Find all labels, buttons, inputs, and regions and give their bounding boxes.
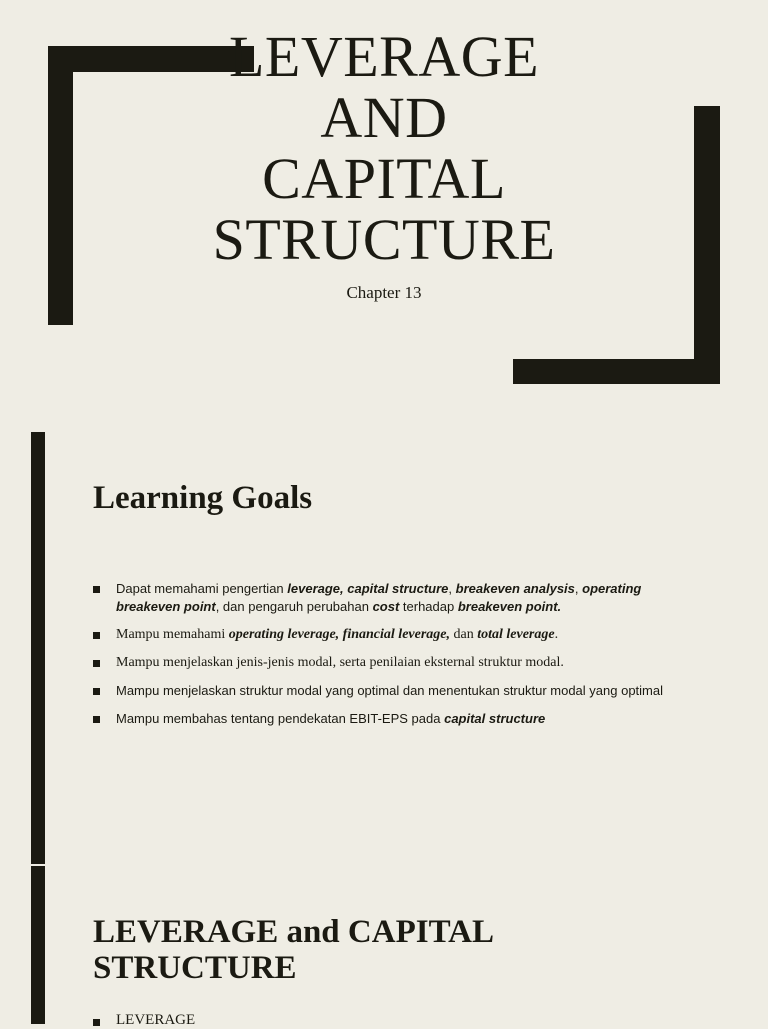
goal-text: Mampu membahas tentang pendekatan EBIT-EPS pada xyxy=(116,711,445,726)
learning-goals-slide xyxy=(0,432,768,864)
title-line: AND xyxy=(320,85,448,150)
title-line: STRUCTURE xyxy=(212,207,556,272)
bracket-bottom-right-horizontal xyxy=(513,359,720,384)
slide-title xyxy=(0,26,768,270)
goal-term: breakeven point. xyxy=(457,599,562,614)
goal-text: Mampu memahami xyxy=(116,627,229,642)
goal-term: breakeven analysis xyxy=(455,581,575,596)
list-item: LEVERAGE xyxy=(93,1012,195,1029)
list-item xyxy=(93,682,693,700)
goal-text: , xyxy=(574,581,583,596)
goal-term: operating leverage, financial leverage, xyxy=(228,627,450,642)
left-rail xyxy=(31,866,45,1024)
list-item xyxy=(93,710,693,728)
goal-text: terhadap xyxy=(399,599,458,614)
list-item xyxy=(93,626,693,644)
topic-list xyxy=(93,1012,195,1029)
title-slide xyxy=(0,0,768,432)
title-line: CAPITAL xyxy=(262,146,506,211)
goal-term: leverage, capital structure xyxy=(287,581,449,596)
goals-list xyxy=(93,580,693,738)
goal-text: . xyxy=(554,627,559,642)
goal-term: cost xyxy=(372,599,400,614)
goal-term: total leverage xyxy=(477,627,555,642)
goal-term: operating breakeven point xyxy=(116,581,642,614)
list-item xyxy=(93,580,693,616)
goal-text: Mampu menjelaskan struktur modal yang optimal dan menentukan struktur modal yang optimal xyxy=(116,683,663,698)
slide-subtitle: Chapter 13 xyxy=(346,283,422,302)
goal-text: , dan pengaruh perubahan xyxy=(215,599,373,614)
goal-text: dan xyxy=(450,627,478,642)
leverage-capital-structure-slide xyxy=(0,866,768,1028)
goal-text: Dapat memahami pengertian xyxy=(116,581,288,596)
left-rail xyxy=(31,432,45,864)
list-item xyxy=(93,654,693,672)
slide-heading: LEVERAGE and CAPITAL STRUCTURE xyxy=(93,914,493,986)
title-line: LEVERAGE xyxy=(228,24,540,89)
goal-text: Mampu menjelaskan jenis-jenis modal, serta penilaian eksternal struktur modal. xyxy=(116,655,564,670)
goal-term: capital structure xyxy=(444,711,546,726)
slide-heading: Learning Goals xyxy=(93,480,313,516)
goal-text: , xyxy=(448,581,456,596)
